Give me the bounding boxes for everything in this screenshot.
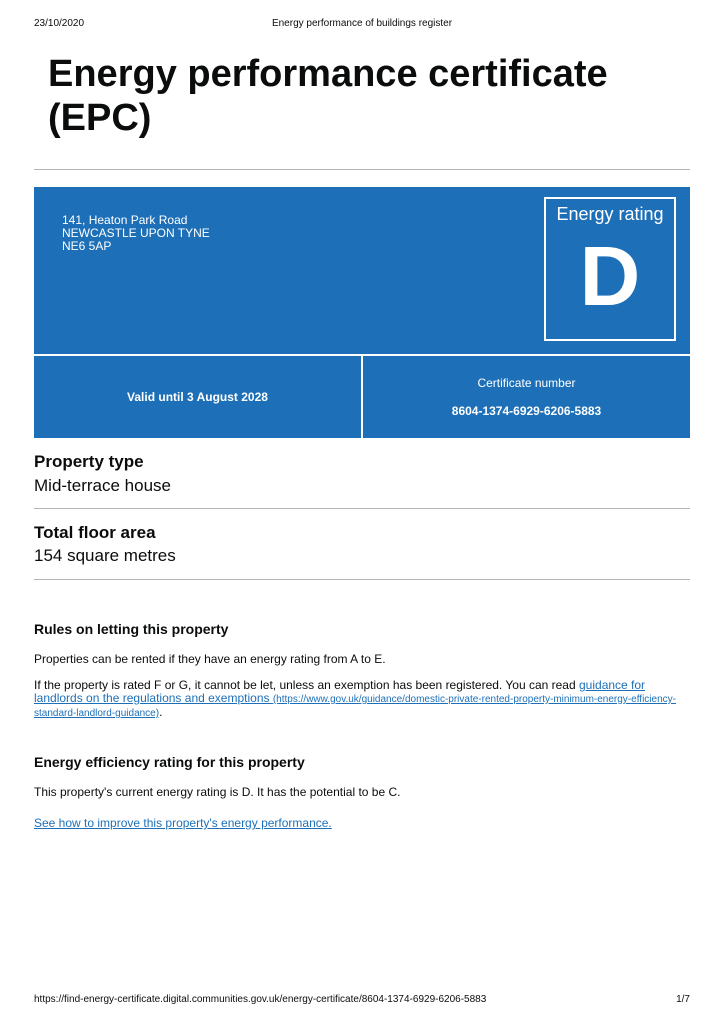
energy-rating-letter: D <box>579 229 641 323</box>
valid-until: Valid until 3 August 2028 <box>127 390 268 404</box>
efficiency-link-para <box>34 817 694 830</box>
page-title: Energy performance certificate (EPC) <box>48 53 608 139</box>
floor-area-label: Total floor area <box>34 523 156 542</box>
landlord-guidance-url: (https://www.gov.uk/guidance/domestic-private-rented-property-minimum-energy-efficiency-standard-landlord-guidance) <box>34 694 676 719</box>
divider <box>34 579 690 580</box>
letting-rules-para-2 <box>34 679 694 720</box>
print-date: 23/10/2020 <box>34 18 85 29</box>
print-title: Energy performance of buildings register <box>271 18 453 29</box>
divider <box>34 508 690 509</box>
energy-rating-box <box>544 197 676 341</box>
certificate-number-label: Certificate number <box>477 376 576 390</box>
certificate-number: 8604-1374-6929-6206-5883 <box>451 404 602 418</box>
property-address <box>62 214 210 253</box>
letting-rules-para-2-end: . <box>159 705 163 719</box>
energy-rating-label: Energy rating <box>556 204 664 224</box>
address-line-2: NEWCASTLE UPON TYNE <box>62 226 210 240</box>
landlord-guidance-link[interactable]: guidance for landlords on the regulations and exemptions (https://www.gov.uk/guidance/domestic-private-rented-property-minimum-energy-efficiency-standard-landlord-guidance) <box>34 678 676 719</box>
letting-rules-para-1: Properties can be rented if they have an energy rating from A to E. <box>34 652 386 666</box>
page-number: 1/7 <box>676 994 690 1005</box>
divider <box>34 169 690 170</box>
improve-performance-link[interactable]: See how to improve this property's energy performance. <box>34 816 332 830</box>
efficiency-heading: Energy efficiency rating for this property <box>34 754 305 770</box>
letting-rules-heading: Rules on letting this property <box>34 621 229 637</box>
address-line-3: NE6 5AP <box>62 239 112 253</box>
property-type-label: Property type <box>34 452 144 471</box>
address-line-1: 141, Heaton Park Road <box>62 213 188 227</box>
certificate-summary-panel <box>34 187 690 438</box>
certificate-number-block <box>363 356 690 438</box>
property-type-value: Mid-terrace house <box>34 476 172 495</box>
letting-rules-para-2-text: If the property is rated F or G, it cannot be let, unless an exemption has been registered. You can read <box>34 678 579 692</box>
floor-area-value: 154 square metres <box>34 546 176 565</box>
efficiency-para: This property's current energy rating is D. It has the potential to be C. <box>34 785 401 799</box>
print-footer-url: https://find-energy-certificate.digital.communities.gov.uk/energy-certificate/8604-1374-6929-6206-5883 <box>34 994 487 1005</box>
